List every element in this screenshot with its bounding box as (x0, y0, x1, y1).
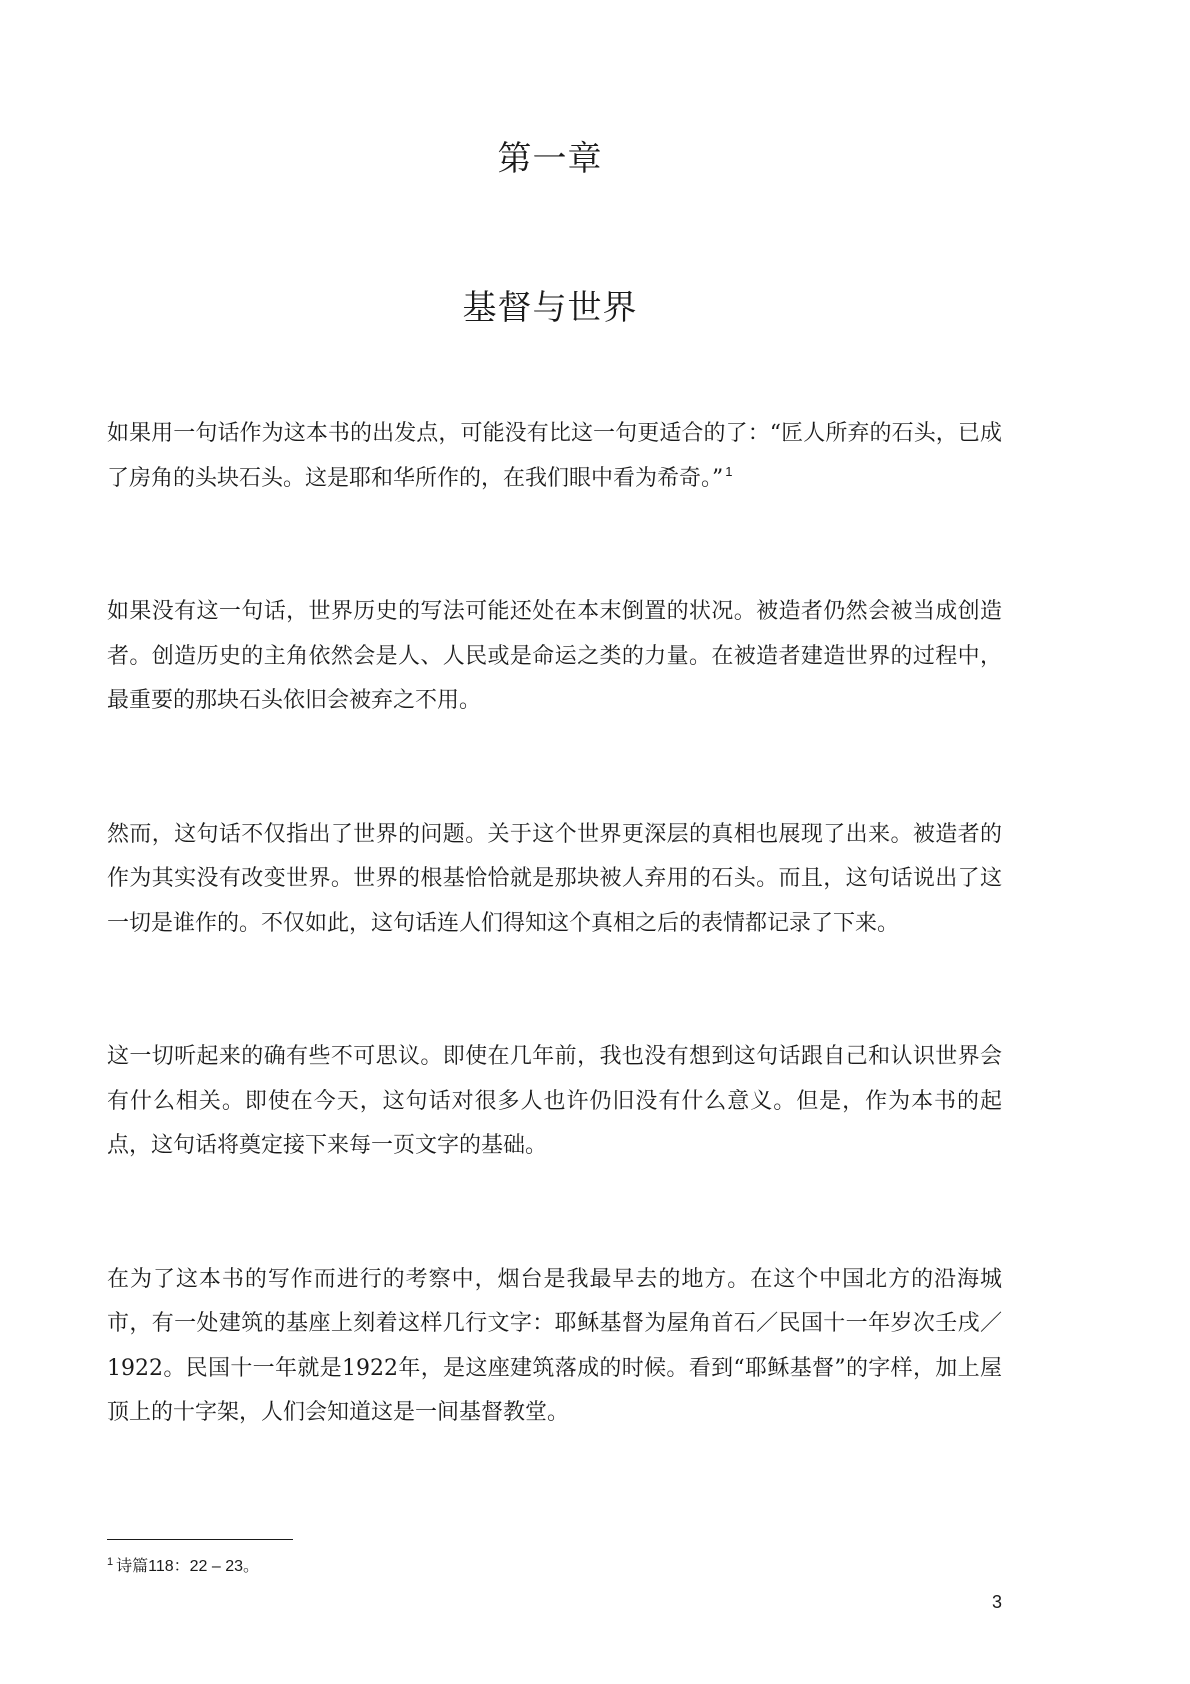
footnote-mark: 1 (107, 1555, 114, 1568)
paragraph-4: 这一切听起来的确有些不可思议。即使在几年前，我也没有想到这句话跟自己和认识世界会有什么相关。即使在今天，这句话对很多人也许仍旧没有什么意义。但是，作为本书的起点，这句话将奠定接下来每一页文字的基础。 (107, 1044, 1002, 1158)
chapter-label: 第一章 (497, 138, 603, 179)
footnote-divider (107, 1539, 293, 1540)
paragraph-5: 在为了这本书的写作而进行的考察中，烟台是我最早去的地方。在这个中国北方的沿海城市，有一处建筑的基座上刻着这样几行文字：耶稣基督为屋角首石／民国十一年岁次壬戌／1922。民国十一年就是1922年，是这座建筑落成的时候。看到“耶稣基督”的字样，加上屋顶上的十字架，人们会知道这是一间基督教堂。 (107, 1266, 1002, 1425)
page-number: 3 (991, 1592, 1002, 1612)
paragraph-3: 然而，这句话不仅指出了世界的问题。关于这个世界更深层的真相也展现了出来。被造者的作为其实没有改变世界。世界的根基恰恰就是那块被人弃用的石头。而且，这句话说出了这一切是谁作的。不仅如此，这句话连人们得知这个真相之后的表情都记录了下来。 (107, 821, 1002, 936)
footnote-reference[interactable]: 1 (725, 464, 733, 480)
body-text (107, 412, 1002, 1525)
footnote (107, 1553, 259, 1576)
footnote-text: 诗篇118：22 – 23。 (116, 1558, 260, 1575)
chapter-title: 基督与世界 (462, 288, 638, 329)
paragraph-2: 如果没有这一句话，世界历史的写法可能还处在本末倒置的状况。被造者仍然会被当成创造者。创造历史的主角依然会是人、人民或是命运之类的力量。在被造者建造世界的过程中，最重要的那块石头依旧会被弃之不用。 (107, 599, 1002, 713)
paragraph-text: 如果用一句话作为这本书的出发点，可能没有比这一句更适合的了：“匠人所弃的石头，已成了房角的头块石头。这是耶和华所作的，在我们眼中看为希奇。” (107, 421, 1002, 491)
paragraph-1 (107, 412, 1002, 501)
